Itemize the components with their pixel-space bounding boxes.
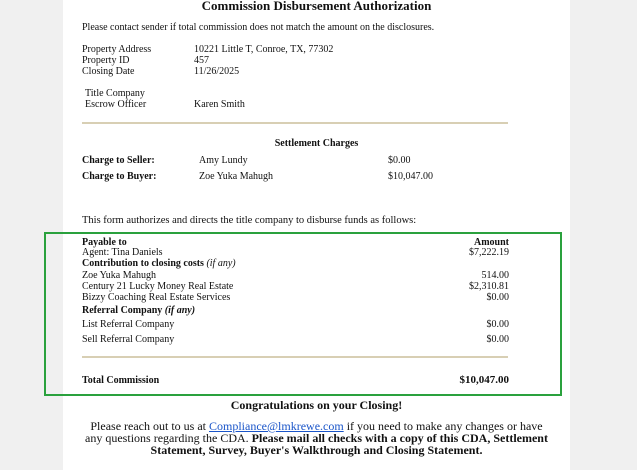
document-title: Commission Disbursement Authorization — [201, 0, 432, 13]
compliance-email-link[interactable]: Compliance@lmkrewe.com — [209, 419, 344, 433]
contribution-name: Zoe Yuka Mahugh — [82, 270, 157, 281]
agent-label: Agent: Tina Daniels — [82, 247, 163, 258]
referral-amount: $0.00 — [486, 319, 509, 330]
referral-header: Referral Company — [82, 305, 163, 316]
title-company-label: Title Company — [85, 88, 145, 99]
footer-text-after: if you need to make any changes or have any questions regarding the CDA. — [85, 419, 543, 445]
closing-date-value: 11/26/2025 — [194, 66, 240, 77]
total-commission-amount: $10,047.00 — [459, 374, 509, 386]
seller-name: Amy Lundy — [199, 155, 248, 166]
buyer-name: Zoe Yuka Mahugh — [199, 171, 274, 182]
property-address-label: Property Address — [82, 44, 152, 55]
closing-date-label: Closing Date — [82, 66, 135, 77]
contribution-header: Contribution to closing costs — [82, 258, 204, 269]
contribution-name: Bizzy Coaching Real Estate Services — [82, 292, 231, 303]
referral-note: (if any) — [164, 305, 196, 316]
charge-to-buyer-label: Charge to Buyer: — [82, 171, 157, 182]
referral-name: List Referral Company — [82, 319, 175, 330]
property-id-label: Property ID — [82, 55, 130, 66]
contribution-amount: 514.00 — [481, 270, 509, 281]
divider — [82, 122, 508, 124]
congratulations-heading: Congratulations on your Closing! — [230, 398, 403, 412]
total-commission-label: Total Commission — [82, 375, 160, 386]
payable-to-header: Payable to — [82, 237, 127, 248]
contribution-amount: $0.00 — [486, 292, 509, 303]
property-id-value: 457 — [194, 55, 209, 66]
referral-name: Sell Referral Company — [82, 334, 175, 345]
property-address-value: 10221 Little T, Conroe, TX, 77302 — [194, 44, 334, 55]
buyer-amount: $10,047.00 — [388, 171, 433, 182]
contribution-amount: $2,310.81 — [469, 281, 509, 292]
highlight-box — [44, 232, 562, 396]
footer-text-before: Please reach out to us at — [90, 419, 209, 433]
authorization-text: This form authorizes and directs the title company to disburse funds as follows: — [82, 215, 417, 226]
footer-text — [83, 420, 550, 456]
contribution-note: (if any) — [206, 258, 236, 269]
referral-amount: $0.00 — [486, 334, 509, 345]
footer-mail-instructions: Please mail all checks with a copy of this CDA, Settlement Statement, Survey, Buyer's Walkthrough and Closing Statement. — [150, 431, 548, 457]
escrow-officer-value: Karen Smith — [194, 99, 245, 110]
seller-amount: $0.00 — [388, 155, 411, 166]
amount-header: Amount — [473, 237, 509, 248]
notice-text: Please contact sender if total commission does not match the amount on the disclosures. — [82, 22, 435, 33]
escrow-officer-label: Escrow Officer — [85, 99, 147, 110]
agent-amount: $7,222.19 — [469, 247, 509, 258]
contribution-name: Century 21 Lucky Money Real Estate — [82, 281, 234, 292]
charge-to-seller-label: Charge to Seller: — [82, 155, 155, 166]
settlement-charges-title: Settlement Charges — [274, 138, 359, 149]
